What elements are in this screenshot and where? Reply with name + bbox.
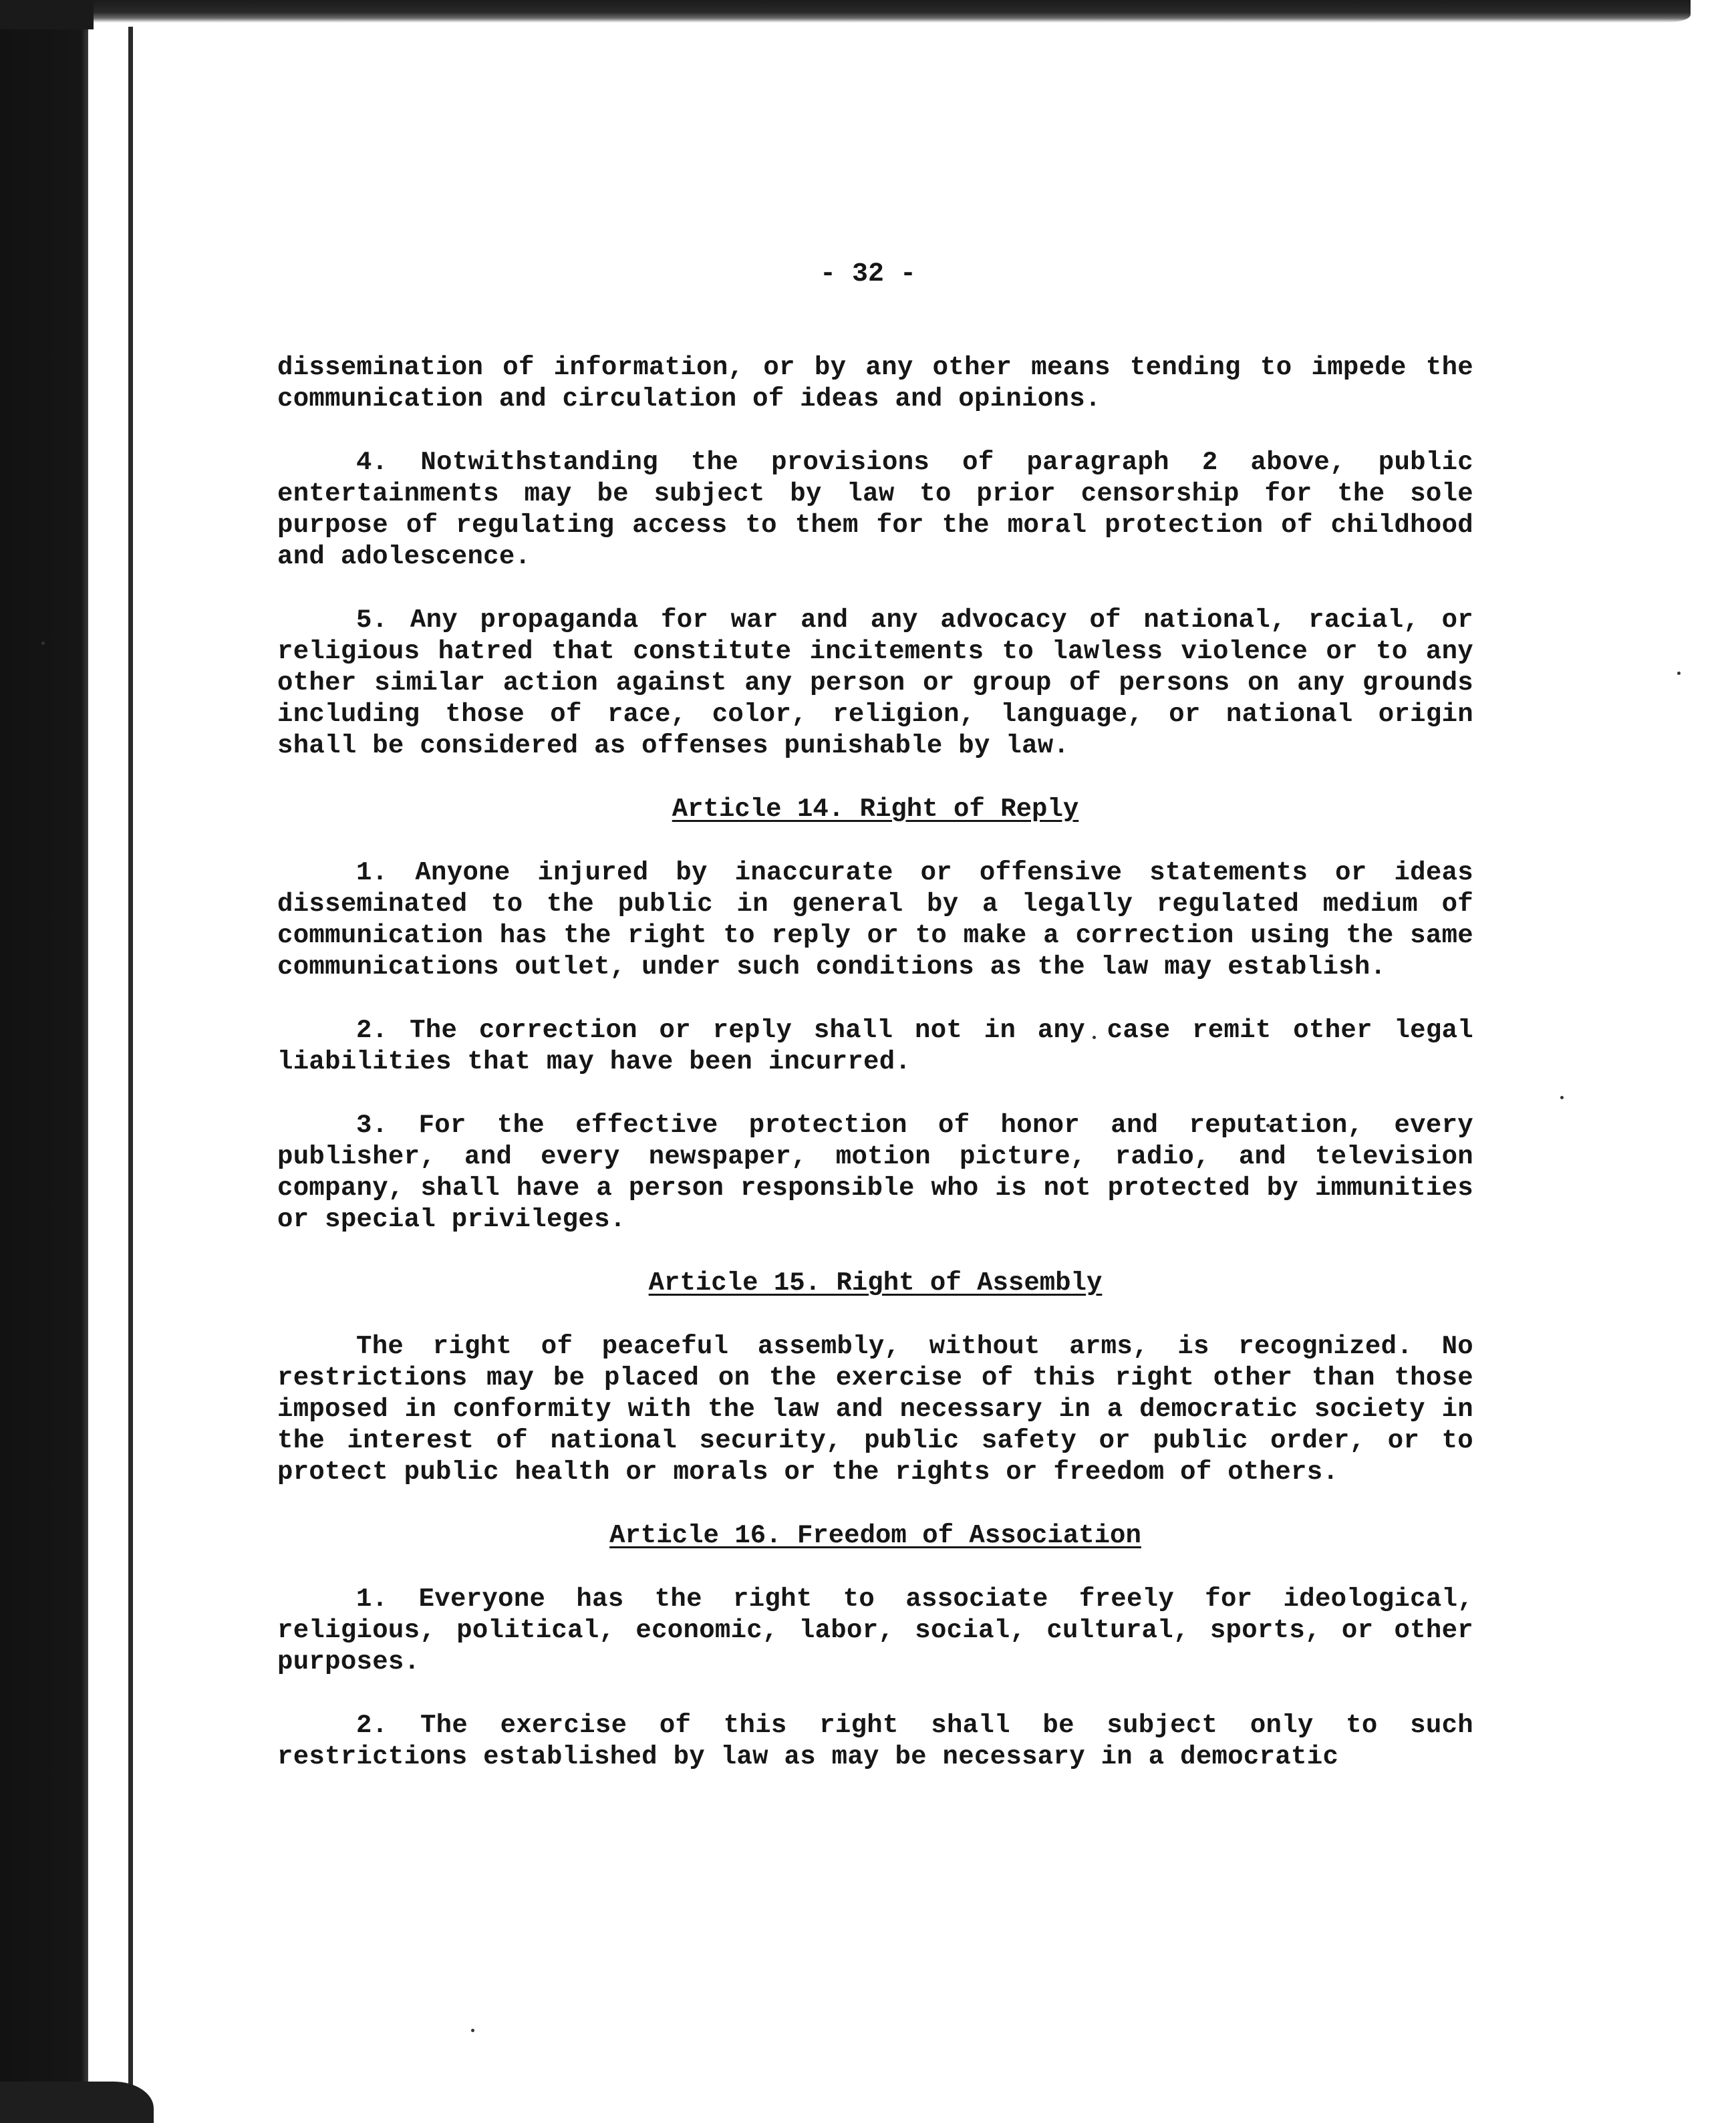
- article-heading: [277, 794, 1473, 825]
- paragraph: 5. Any propaganda for war and any advocacy of national, racial, or religious hatred that constitute incitements to lawless violence or to any other similar action against any person or group of persons on any grounds including those of race, color, religion, language, or national origin shall be considered as offenses punishable by law.: [277, 605, 1473, 760]
- scan-corner-bottom-left: [0, 2082, 154, 2123]
- scan-border-top: [87, 0, 1691, 23]
- scan-speck: [471, 2029, 474, 2032]
- paragraph: 1. Anyone injured by inaccurate or offensive statements or ideas disseminated to the public in general by a legally regulated medium of communication has the right to reply or to make a correction using the same communications outlet, under such conditions as the law may establish.: [277, 858, 1473, 982]
- paragraph: 2. The exercise of this right shall be subject only to such restrictions established by law as may be necessary in a democratic: [277, 1711, 1473, 1772]
- paragraph: 2. The correction or reply shall not in any case remit other legal liabilities that may have been incurred.: [277, 1016, 1473, 1077]
- article-heading: [277, 1268, 1473, 1299]
- paragraph: dissemination of information, or by any other means tending to impede the communication and circulation of ideas and opinions.: [277, 353, 1473, 414]
- article-heading-text: Article 14. Right of Reply: [672, 795, 1079, 824]
- scan-border-left: [0, 0, 88, 2123]
- article-heading-text: Article 15. Right of Assembly: [648, 1268, 1103, 1298]
- paragraph: 4. Notwithstanding the provisions of paragraph 2 above, public entertainments may be subject by law to prior censorship for the sole purpose of regulating access to them for the moral protection of childhood and adolescence.: [277, 448, 1473, 571]
- article-heading: [277, 1520, 1473, 1552]
- article-heading-text: Article 16. Freedom of Association: [609, 1521, 1141, 1550]
- paragraph: The right of peaceful assembly, without arms, is recognized. No restrictions may be placed on the exercise of this right other than those imposed in conformity with the law and necessary in a democratic society in the interest of national security, public safety or public order, or to protect public health or morals or the rights or freedom of others.: [277, 1332, 1473, 1487]
- scan-speck: [41, 642, 45, 645]
- paragraph: 1. Everyone has the right to associate freely for ideological, religious, political, economic, labor, social, cultural, sports, or other purposes.: [277, 1584, 1473, 1677]
- page-edge-line: [128, 27, 133, 2092]
- scan-speck: [1560, 1096, 1564, 1099]
- document-body: [277, 352, 1473, 1805]
- page-number: - 32 -: [819, 259, 917, 289]
- scan-corner-top-left: [0, 0, 94, 29]
- paragraph: 3. For the effective protection of honor and reputation, every publisher, and every newspaper, motion picture, radio, and television company, shall have a person responsible who is not protected by immunities or special privileges.: [277, 1111, 1473, 1234]
- scan-speck: [1677, 672, 1681, 675]
